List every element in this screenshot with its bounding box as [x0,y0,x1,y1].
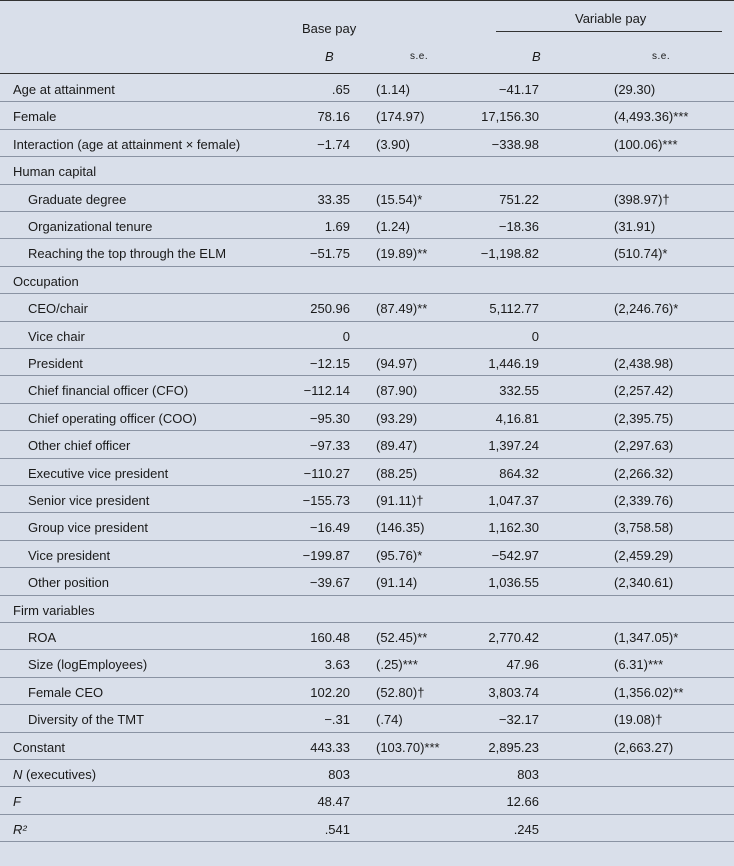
variable-pay-b: 17,156.30 [481,109,539,125]
base-pay-b: −39.67 [309,575,350,591]
variable-pay-se: (2,246.76)* [614,301,679,317]
row-label: Other chief officer [28,438,131,454]
variable-pay-b: 2,770.42 [488,630,539,645]
table-row [0,650,734,677]
base-pay-se: (52.80)† [376,684,425,700]
variable-pay-underline [496,31,722,32]
header-variable-pay: Variable pay [575,11,647,26]
variable-pay-b: 1,047.37 [488,493,539,508]
variable-pay-se: (1,347.05)* [614,630,679,645]
variable-pay-se: (2,459.29) [614,547,674,563]
variable-pay-b: 47.96 [506,657,539,673]
header-base-pay: Base pay [302,21,357,36]
table-row [0,267,734,294]
row-label: Female CEO [28,684,104,700]
variable-pay-b: 3,803.74 [488,684,539,700]
base-pay-se: (91.14) [376,575,418,591]
table-row [0,705,734,732]
row-label: Executive vice president [28,465,169,481]
table-row [0,349,734,376]
base-pay-se: (174.97) [376,109,425,125]
variable-pay-b: 5,112.77 [489,301,539,317]
header-rule [0,73,734,74]
table-row [0,102,734,129]
variable-pay-b: 0 [531,328,539,344]
base-pay-se: (91.11)† [376,493,424,508]
row-label: Constant [13,739,66,755]
variable-pay-se: (2,339.76) [614,493,674,508]
row-label: Age at attainment [13,82,115,97]
table-header [0,0,734,73]
table-row [0,376,734,403]
row-label: Other position [28,575,109,591]
base-pay-se: (1.24) [376,219,410,234]
base-pay-b: −95.30 [309,410,350,426]
table-row [0,815,734,842]
table-row [0,431,734,458]
table-row [0,760,734,787]
table-row [0,568,734,595]
base-pay-se: (89.47) [376,438,418,454]
base-pay-b: −97.33 [309,438,350,454]
row-label: Occupation [13,273,79,289]
table-row [0,541,734,568]
base-pay-b: −112.14 [303,383,350,399]
row-label: N (executives) [13,767,97,782]
variable-pay-b: 12.66 [506,794,539,810]
table-row [0,513,734,540]
variable-pay-se: (3,758.58) [614,520,674,536]
variable-pay-b: 332.55 [499,383,539,399]
base-pay-se: (87.90) [376,383,418,399]
base-pay-b: 48.47 [317,794,350,810]
variable-pay-se: (1,356.02)** [614,684,684,700]
base-pay-se: (93.29) [376,410,418,426]
base-pay-b: −12.15 [309,356,350,371]
row-label: Vice president [28,547,111,563]
base-pay-b: 803 [328,767,350,782]
variable-pay-b: .245 [513,821,539,837]
header-se-variable: s.e. [652,51,671,62]
header-b-base: B [325,49,334,64]
base-pay-b: −1.74 [317,136,350,152]
base-pay-se: (.74) [376,712,403,728]
variable-pay-se: (2,340.61) [614,575,674,591]
variable-pay-b: 803 [517,767,539,782]
row-label: ROA [28,630,57,645]
row-label: CEO/chair [28,301,88,317]
table-row [0,596,734,623]
row-label: Chief financial officer (CFO) [28,383,189,399]
variable-pay-b: −338.98 [491,136,539,152]
variable-pay-se: (6.31)*** [614,657,664,673]
variable-pay-se: (19.08)† [614,712,663,728]
variable-pay-se: (31.91) [614,219,656,234]
row-label: R² [13,821,27,837]
variable-pay-se: (2,257.42) [614,383,674,399]
base-pay-b: −155.73 [302,493,350,508]
row-label: Chief operating officer (COO) [28,410,197,426]
base-pay-se: (88.25) [376,465,418,481]
row-label: Diversity of the TMT [28,712,145,728]
variable-pay-b: 1,036.55 [488,575,539,591]
variable-pay-b: 864.32 [499,465,539,481]
base-pay-b: .65 [331,82,350,97]
base-pay-b: 78.16 [317,109,350,125]
base-pay-se: (103.70)*** [376,739,440,755]
base-pay-b: 0 [342,328,350,344]
row-label: Reaching the top through the ELM [28,246,227,262]
variable-pay-se: (2,395.75) [614,410,674,426]
table-row [0,322,734,349]
row-label: Graduate degree [28,191,127,207]
variable-pay-b: −18.36 [498,219,539,234]
variable-pay-b: 751.22 [499,191,539,207]
variable-pay-se: (29.30) [614,82,656,97]
table-row [0,678,734,705]
table-row [0,787,734,814]
table-row [0,459,734,486]
variable-pay-b: 1,162.30 [488,520,539,536]
base-pay-se: (.25)*** [376,657,418,673]
row-label: President [28,356,83,371]
base-pay-se: (3.90) [376,136,410,152]
variable-pay-b: −41.17 [498,82,539,97]
base-pay-b: 1.69 [324,219,350,234]
table-row [0,733,734,760]
table-row [0,486,734,513]
header-se-base: s.e. [410,51,429,62]
base-pay-se: (94.97) [376,356,418,371]
base-pay-b: −199.87 [302,547,350,563]
base-pay-b: 102.20 [310,684,350,700]
table-row [0,239,734,266]
base-pay-b: −51.75 [309,246,350,262]
variable-pay-b: 4,16.81 [495,410,539,426]
variable-pay-b: −32.17 [498,712,539,728]
row-label: Group vice president [28,520,148,536]
base-pay-se: (146.35) [376,520,425,536]
row-label: Senior vice president [28,493,150,508]
base-pay-b: 3.63 [324,657,350,673]
variable-pay-se: (2,266.32) [614,465,674,481]
base-pay-se: (87.49)** [376,301,428,317]
variable-pay-se: (510.74)* [614,246,668,262]
table-row [0,185,734,212]
variable-pay-b: 1,446.19 [488,356,539,371]
base-pay-b: 160.48 [310,630,350,645]
base-pay-se: (1.14) [376,82,410,97]
variable-pay-b: −1,198.82 [480,246,539,262]
table-row [0,623,734,650]
base-pay-b: −.31 [324,712,350,728]
table-row [0,75,734,102]
table-row [0,294,734,321]
row-label: Size (logEmployees) [28,657,148,673]
row-label: Female [13,109,57,125]
variable-pay-se: (2,438.98) [614,356,674,371]
base-pay-b: 33.35 [317,191,350,207]
variable-pay-b: −542.97 [491,547,539,563]
base-pay-se: (19.89)** [376,246,428,262]
base-pay-b: 250.96 [310,301,350,317]
row-label: Organizational tenure [28,219,153,234]
base-pay-b: .541 [324,821,350,837]
variable-pay-b: 2,895.23 [488,739,539,755]
row-label: F [13,794,21,810]
row-label: Vice chair [28,328,85,344]
base-pay-b: −16.49 [309,520,350,536]
table-row [0,157,734,184]
variable-pay-se: (100.06)*** [614,136,678,152]
base-pay-se: (95.76)* [376,547,423,563]
variable-pay-b: 1,397.24 [488,438,539,454]
row-label: Firm variables [13,602,95,618]
table-row [0,130,734,157]
base-pay-b: 443.33 [310,739,350,755]
variable-pay-se: (2,663.27) [614,739,674,755]
base-pay-b: −110.27 [303,465,350,481]
variable-pay-se: (2,297.63) [614,438,674,454]
table-row [0,404,734,431]
header-b-variable: B [532,49,541,64]
base-pay-se: (15.54)* [376,191,423,207]
variable-pay-se: (398.97)† [614,191,670,207]
variable-pay-se: (4,493.36)*** [614,109,689,125]
table-row [0,212,734,239]
base-pay-se: (52.45)** [376,630,428,645]
row-label: Interaction (age at attainment × female) [13,136,241,152]
row-label: Human capital [13,164,97,180]
